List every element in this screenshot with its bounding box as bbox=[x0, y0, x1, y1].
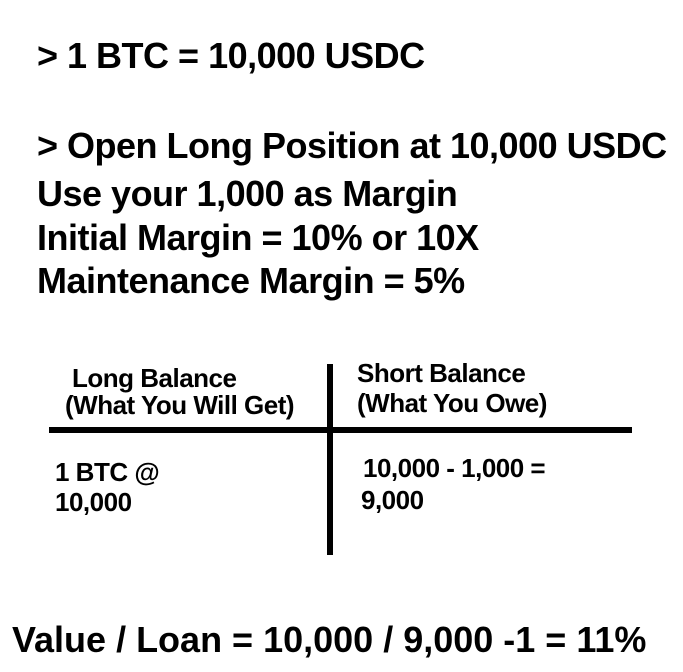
note-margin-use: Use your 1,000 as Margin bbox=[37, 173, 458, 214]
short-balance-header: Short Balance bbox=[357, 358, 526, 388]
short-balance-entry-line2: 9,000 bbox=[361, 485, 424, 515]
long-balance-entry-line2: 10,000 bbox=[55, 487, 132, 517]
long-balance-subheader: (What You Will Get) bbox=[65, 390, 295, 420]
t-account-vertical-rule bbox=[327, 364, 333, 555]
long-balance-header: Long Balance bbox=[72, 363, 237, 393]
short-balance-entry-line1: 10,000 - 1,000 = bbox=[363, 453, 546, 483]
t-account-horizontal-rule bbox=[49, 427, 632, 433]
short-balance-subheader: (What You Owe) bbox=[357, 388, 547, 418]
note-open-position: > Open Long Position at 10,000 USDC bbox=[37, 125, 667, 166]
note-btc-price: > 1 BTC = 10,000 USDC bbox=[37, 35, 425, 76]
note-maintenance-margin: Maintenance Margin = 5% bbox=[37, 260, 465, 301]
long-balance-entry-line1: 1 BTC @ bbox=[55, 457, 160, 487]
value-loan-formula: Value / Loan = 10,000 / 9,000 -1 = 11% bbox=[12, 619, 647, 660]
note-initial-margin: Initial Margin = 10% or 10X bbox=[37, 217, 479, 258]
